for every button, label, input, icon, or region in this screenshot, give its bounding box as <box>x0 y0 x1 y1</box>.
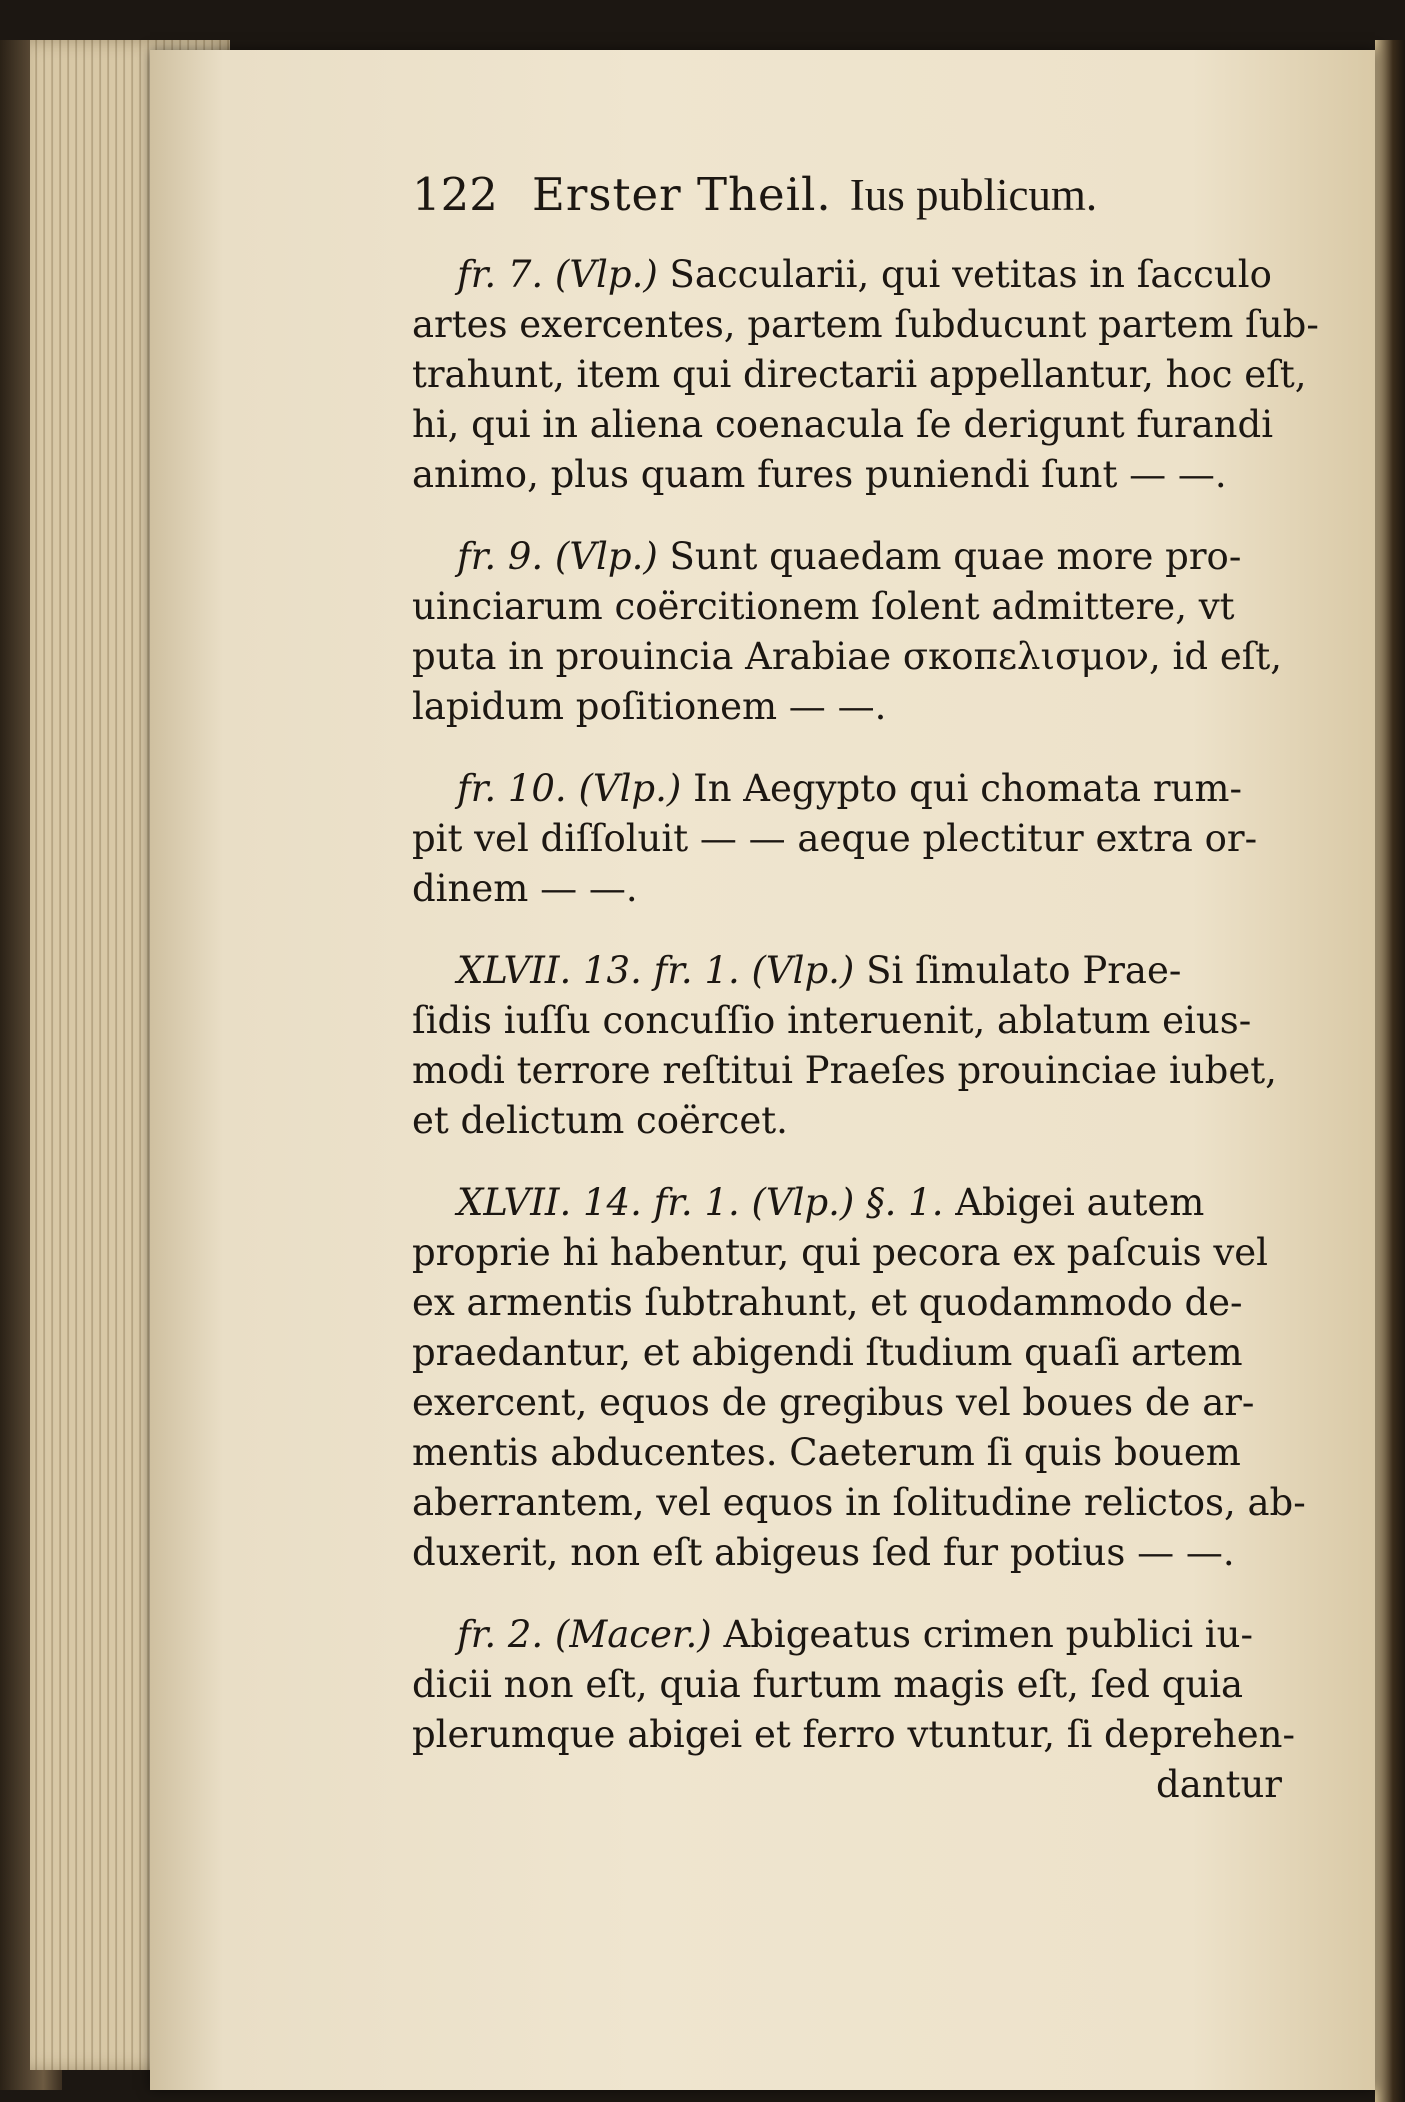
running-title: Erster Theil. <box>532 168 832 221</box>
paragraph <box>412 1178 1306 1578</box>
binding-gutter <box>1375 40 1405 2102</box>
line: artes exercentes, partem ſubducunt partem ſub- <box>412 303 1319 346</box>
paragraph <box>412 250 1319 500</box>
line: Sunt quaedam quae more pro- <box>669 535 1242 578</box>
running-header <box>412 170 1282 250</box>
line: modi terrore reſtitui Praeſes prouinciae iubet, <box>412 1049 1277 1092</box>
line: Saccularii, qui vetitas in ſacculo <box>669 253 1272 296</box>
running-title-latin: Ius publicum. <box>849 170 1098 220</box>
line: animo, plus quam fures puniendi ſunt — —. <box>412 453 1227 496</box>
line: aberrantem, vel equos in ſolitudine relictos, ab- <box>412 1481 1306 1524</box>
line: duxerit, non eſt abigeus ſed fur potius — —. <box>412 1531 1235 1574</box>
paragraph <box>412 1610 1295 1810</box>
line: Abigeatus crimen publici iu- <box>723 1613 1253 1656</box>
line: dinem — —. <box>412 867 638 910</box>
citation: XLVII. 13. fr. 1. (Vlp.) <box>457 949 855 992</box>
line: hi, qui in aliena coenacula ſe derigunt furandi <box>412 403 1274 446</box>
line: exercent, equos de gregibus vel boues de ar- <box>412 1381 1255 1424</box>
page-number: 122 <box>412 168 498 221</box>
paragraph <box>412 532 1282 732</box>
citation: fr. 10. (Vlp.) <box>457 767 682 810</box>
line: uinciarum coërcitionem ſolent admittere, vt <box>412 585 1235 628</box>
line: proprie hi habentur, qui pecora ex paſcuis vel <box>412 1231 1269 1274</box>
line: mentis abducentes. Caeterum ſi quis bouem <box>412 1431 1241 1474</box>
line: trahunt, item qui directarii appellantur, hoc eſt, <box>412 353 1307 396</box>
catchword: dantur <box>1156 1763 1282 1806</box>
line: puta in prouincia Arabiae σκοπελισμον, id eſt, <box>412 635 1283 678</box>
line: lapidum poſitionem — —. <box>412 685 887 728</box>
line: dicii non eſt, quia furtum magis eſt, ſed quia <box>412 1663 1244 1706</box>
line: plerumque abigei et ferro vtuntur, ſi deprehen- <box>412 1713 1295 1756</box>
line: praedantur, et abigendi ſtudium quaſi artem <box>412 1331 1243 1374</box>
citation: fr. 7. (Vlp.) <box>457 253 658 296</box>
citation: fr. 9. (Vlp.) <box>457 535 658 578</box>
line: Abigei autem <box>955 1181 1205 1224</box>
paragraph <box>412 946 1282 1146</box>
page-text <box>412 168 1319 1842</box>
citation: fr. 2. (Macer.) <box>457 1613 712 1656</box>
citation: XLVII. 14. fr. 1. (Vlp.) §. 1. <box>457 1181 944 1224</box>
paragraph <box>412 764 1282 914</box>
line: pit vel diſſoluit — — aeque plectitur extra or- <box>412 817 1258 860</box>
line: Si ſimulato Prae- <box>866 949 1182 992</box>
line: ex armentis ſubtrahunt, et quodammodo de- <box>412 1281 1243 1324</box>
line: In Aegypto qui chomata rum- <box>693 767 1242 810</box>
line: et delictum coërcet. <box>412 1099 788 1142</box>
line: ſidis iuſſu concuſſio interuenit, ablatum eius- <box>412 999 1252 1042</box>
